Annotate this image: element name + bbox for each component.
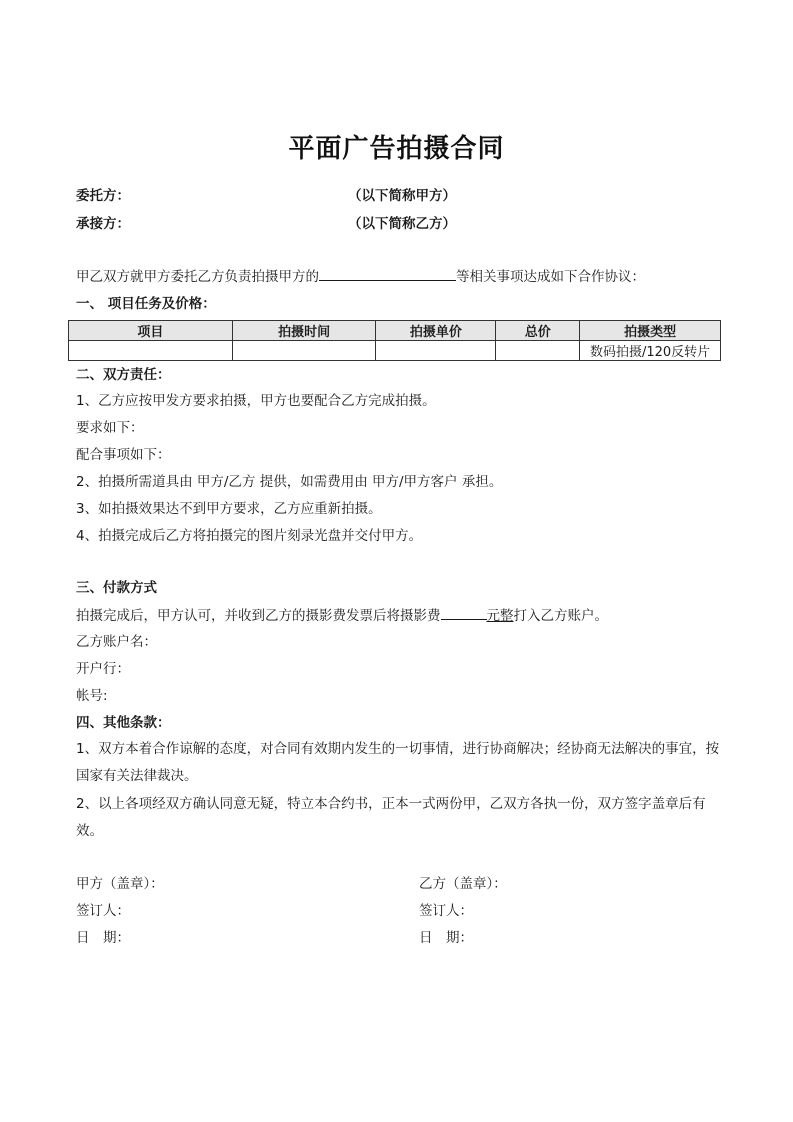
section2-heading: 二、双方责任：	[76, 367, 171, 383]
intro-text-before: 甲乙双方就甲方委托乙方负责拍摄甲方的	[76, 269, 319, 285]
contractor-label: 承接方：	[76, 216, 130, 232]
table-cell[interactable]: 数码拍摄/120反转片	[580, 341, 721, 361]
section4-heading: 四、其他条款：	[76, 715, 171, 731]
intro-paragraph	[76, 266, 645, 287]
table-cell[interactable]	[232, 341, 376, 361]
table-row	[69, 341, 721, 361]
party-b-date-label: 日 期：	[419, 930, 473, 946]
table-header-cell: 拍摄时间	[232, 321, 376, 341]
section1-heading: 一、 项目任务及价格：	[76, 296, 216, 312]
client-note: （以下简称甲方）	[348, 188, 456, 204]
party-a-date-label: 日 期：	[76, 930, 130, 946]
payment-unit: 元整	[486, 608, 514, 624]
payment-text-before: 拍摄完成后，甲方认可，并收到乙方的摄影费发票后将摄影费	[76, 608, 441, 624]
table-header-cell: 拍摄单价	[376, 321, 496, 341]
client-label: 委托方：	[76, 188, 130, 204]
contractor-note: （以下简称乙方）	[348, 216, 456, 232]
bank-label: 开户行：	[76, 661, 130, 677]
party-b-seal-label: 乙方（盖章）：	[419, 876, 507, 892]
pricing-table	[68, 320, 721, 361]
section2-item2: 2、拍摄所需道具由 甲方/乙方 提供，如需费用由 甲方/甲方客户 承担。	[76, 474, 503, 490]
section2-item1: 1、乙方应按甲发方要求拍摄，甲方也要配合乙方完成拍摄。	[76, 393, 436, 409]
section3-heading: 三、付款方式	[76, 580, 157, 596]
table-cell[interactable]	[69, 341, 233, 361]
amount-blank[interactable]	[441, 605, 487, 620]
table-header-cell: 项目	[69, 321, 233, 341]
section4-item1: 1、双方本着合作谅解的态度，对合同有效期内发生的一切事情，进行协商解决；经协商无法解决的事宜，按国家有关法律裁决。	[76, 741, 720, 784]
section4-item2: 2、以上各项经双方确认同意无疑，特立本合约书，正本一式两份甲，乙双方各执一份，双方签字盖章后有效。	[76, 796, 706, 839]
table-cell[interactable]	[496, 341, 580, 361]
section2-cooperation: 配合事项如下：	[76, 447, 171, 463]
section2-item4: 4、拍摄完成后乙方将拍摄完的图片刻录光盘并交付甲方。	[76, 528, 423, 544]
intro-text-after: 等相关事项达成如下合作协议：	[456, 269, 645, 285]
payment-text-after: 打入乙方账户。	[513, 608, 608, 624]
party-a-signer-label: 签订人：	[76, 903, 130, 919]
table-cell[interactable]	[376, 341, 496, 361]
page-title: 平面广告拍摄合同	[288, 134, 505, 164]
party-a-seal-label: 甲方（盖章）：	[76, 876, 164, 892]
table-header-cell: 总价	[496, 321, 580, 341]
account-name-label: 乙方账户名：	[76, 634, 157, 650]
section2-item3: 3、如拍摄效果达不到甲方要求，乙方应重新拍摄。	[76, 501, 382, 517]
section2-requirements: 要求如下：	[76, 420, 144, 436]
party-b-signer-label: 签订人：	[419, 903, 473, 919]
project-name-blank[interactable]	[319, 266, 456, 281]
table-header-cell: 拍摄类型	[580, 321, 721, 341]
table-header-row	[69, 321, 721, 341]
account-number-label: 帐号:	[76, 688, 108, 704]
payment-paragraph	[76, 605, 608, 626]
